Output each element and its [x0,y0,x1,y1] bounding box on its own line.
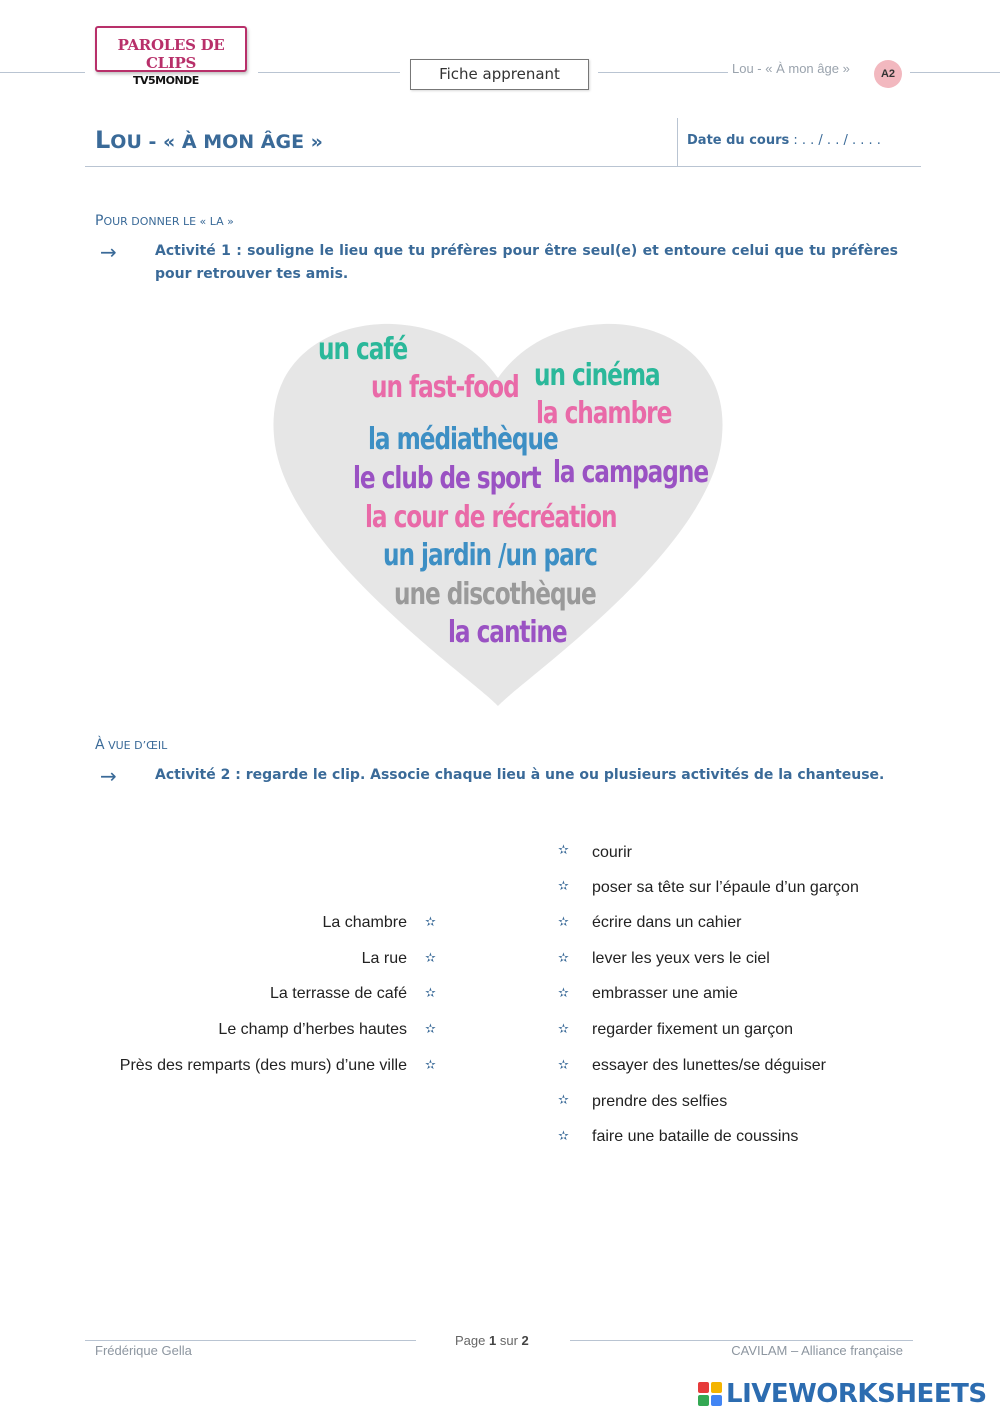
match-star-icon[interactable]: ✫ [558,843,569,858]
place-label: La chambre [322,914,407,931]
place-label: Le champ d’herbes hautes [218,1021,407,1038]
match-star-icon[interactable]: ✫ [558,1022,569,1037]
page-total: 2 [521,1333,529,1348]
match-star-icon[interactable]: ✫ [558,1093,569,1108]
liveworksheets-text: LIVEWORKSHEETS [726,1379,987,1409]
place-label: La rue [361,950,407,967]
footer-author: Frédérique Gella [95,1343,192,1358]
header-line-far-right [910,72,1000,73]
heart-word[interactable]: la cour de récréation [365,500,617,535]
match-star-icon[interactable]: ✫ [425,1058,436,1073]
header-line-right [598,72,728,73]
header-song-title: Lou - « À mon âge » [732,61,850,76]
activity-1-instruction: Activité 1 : souligne le lieu que tu préfères pour être seul(e) et entoure celui que tu préfères pour retrouver tes amis. [155,243,898,282]
liveworksheets-watermark[interactable] [698,1376,987,1412]
match-star-icon[interactable]: ✫ [558,1129,569,1144]
date-label: Date du cours [687,133,790,148]
heart-word[interactable]: le club de sport [353,461,541,496]
footer-org: CAVILAM – Alliance française [731,1343,903,1358]
heart-word[interactable]: un jardin /un parc [383,538,597,573]
page-sep: sur [499,1333,518,1348]
section-heading-2 [95,737,167,753]
place-label: Près des remparts (des murs) d’une ville [119,1057,407,1074]
sheet-label: Fiche apprenant [410,59,589,90]
title-rest: OU - « À MON ÂGE » [110,131,323,153]
level-badge: A2 [874,60,902,88]
activity-label: écrire dans un cahier [592,914,742,931]
logo-text: PAROLES DE CLIPS [117,36,225,72]
heart-word[interactable]: la médiathèque [368,422,558,457]
heart-word[interactable]: la chambre [536,396,672,431]
course-date [687,133,881,148]
section1-rest: OUR DONNER LE « LA » [103,215,234,228]
liveworksheets-logo-icon [698,1382,722,1406]
match-star-icon[interactable]: ✫ [558,951,569,966]
activity-label: lever les yeux vers le ciel [592,950,770,967]
heart-word[interactable]: un café [318,332,408,367]
header-line-mid [258,72,400,73]
section-heading-1 [95,213,234,229]
activity-label: regarder fixement un garçon [592,1021,793,1038]
title-divider [677,118,678,166]
heart-word[interactable]: un fast-food [371,370,519,405]
section1-lead: P [95,213,104,229]
section2-rest: VUE D’ŒIL [104,739,168,752]
match-star-icon[interactable]: ✫ [558,986,569,1001]
heart-word[interactable]: un cinéma [534,358,660,393]
page-number [455,1333,529,1348]
activity-label: essayer des lunettes/se déguiser [592,1057,826,1074]
heart-word[interactable]: la cantine [448,615,567,650]
header-line-left [0,72,85,73]
heart-word[interactable]: la campagne [553,455,709,490]
match-star-icon[interactable]: ✫ [558,915,569,930]
match-star-icon[interactable]: ✫ [558,879,569,894]
section2-lead: À [95,737,105,753]
place-label: La terrasse de café [270,985,407,1002]
page-word: Page [455,1333,486,1348]
paroles-de-clips-logo [95,26,247,72]
page-current: 1 [489,1333,497,1348]
activity-2-instruction: Activité 2 : regarde le clip. Associe chaque lieu à une ou plusieurs activités de la chanteuse. [155,767,885,783]
activity-label: faire une bataille de coussins [592,1128,799,1145]
title-underline [85,166,921,167]
arrow-icon: → [100,240,117,264]
footer-line-left [85,1340,416,1341]
arrow-icon: → [100,764,117,788]
tv5monde-logo: TV5MONDE [133,74,199,87]
match-star-icon[interactable]: ✫ [425,951,436,966]
activity-label: poser sa tête sur l’épaule d’un garçon [592,879,859,896]
match-star-icon[interactable]: ✫ [425,1022,436,1037]
match-star-icon[interactable]: ✫ [558,1058,569,1073]
match-star-icon[interactable]: ✫ [425,915,436,930]
heart-word[interactable]: une discothèque [394,577,596,612]
page-title [95,126,323,154]
activity-label: embrasser une amie [592,985,738,1002]
footer-line-right [570,1340,913,1341]
activity-label: prendre des selfies [592,1093,728,1110]
title-lead: L [95,126,111,154]
match-star-icon[interactable]: ✫ [425,986,436,1001]
date-value: : . . / . . / . . . . [789,133,881,148]
activity-label: courir [592,844,633,861]
